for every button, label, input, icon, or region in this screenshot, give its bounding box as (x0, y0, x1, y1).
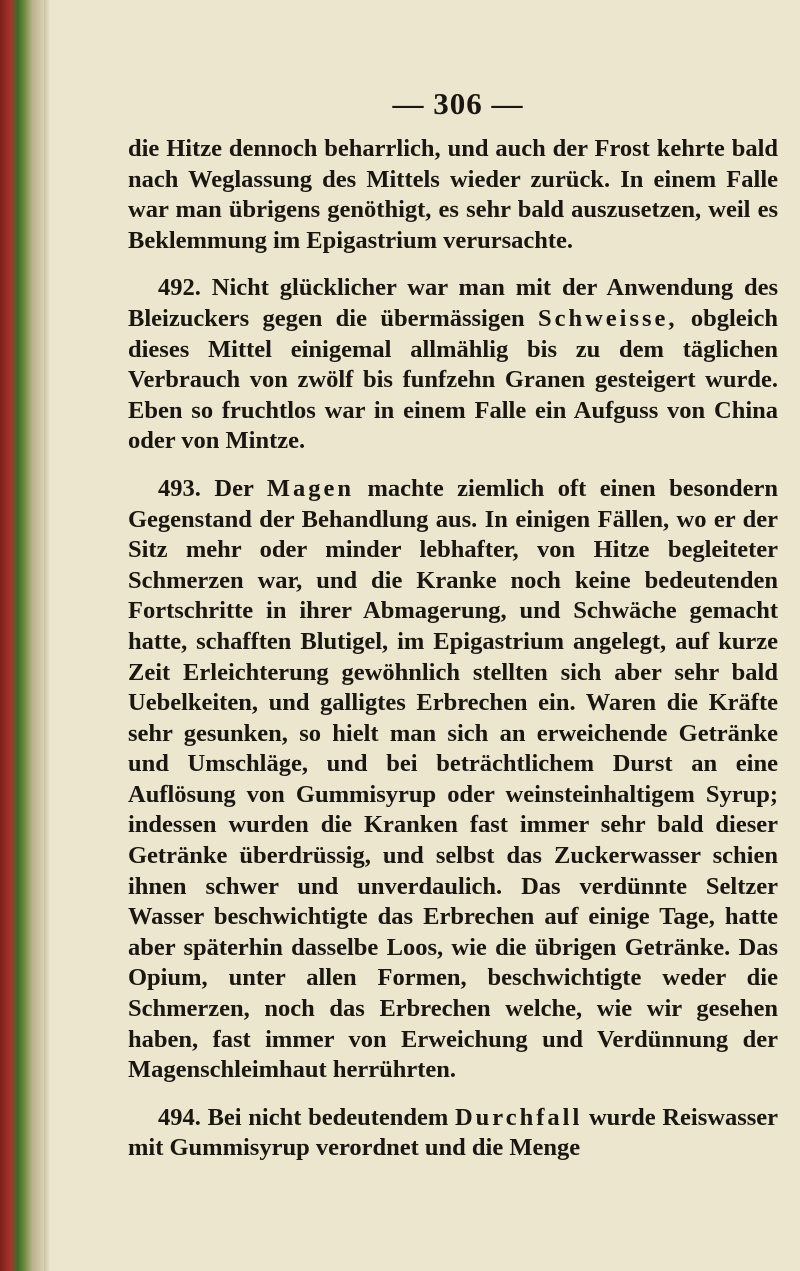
body-text (128, 134, 778, 1181)
emphasized-term: Magen (266, 474, 354, 502)
paragraph-text: Nicht glücklicher war man mit der Anwendung des Bleizuckers gegen die übermässigen (128, 274, 778, 332)
paragraph-number: 492. (158, 274, 201, 302)
paragraph-text: die Hitze dennoch beharrlich, und auch der Frost kehrte bald nach Weglassung des Mittels wieder zurück. In einem Falle war man übrigens genöthigt, es sehr bald auszusetzen, weil es Beklemmung im Epigastrium verursachte. (128, 135, 778, 254)
paragraph-number: 493. (158, 474, 201, 502)
paragraph-494 (128, 1103, 778, 1164)
emphasized-term: Durchfall (454, 1103, 583, 1131)
emphasized-term: Schweisse, (537, 304, 678, 332)
page-number: — 306 — (392, 86, 524, 121)
book-page (128, 0, 788, 1271)
page-gutter (44, 0, 50, 1271)
paragraph-text: wurde Reiswasser mit Gummisyrup verordnet und die Menge (128, 1103, 779, 1162)
paragraph-492 (128, 273, 778, 457)
paragraph-493 (128, 474, 778, 1086)
paragraph-text: machte ziemlich oft einen besondern Gegenstand der Behandlung aus. In einigen Fällen, wo er der Sitz mehr oder minder lebhafter, von Hitze begleiteter Schmerzen war, und die Kranke noch keine bedeutenden Fortschritte in ihrer Abmagerung, und Schwäche gemacht hatte, schafften Blutigel, im Epigastrium angelegt, auf kurze Zeit Erleichterung gewöhnlich stellten sich aber sehr bald Uebelkeiten, und galligtes Erbrechen ein. Waren die Kräfte sehr gesunken, so hielt man sich an erweichende Getränke und Umschläge, und bei beträchtlichem Durst an eine Auflösung von Gummisyrup oder weinsteinhaltigem Syrup; indessen wurden die Kranken fast immer sehr bald dieser Getränke überdrüssig, und selbst das Zuckerwasser schien ihnen schwer und unverdaulich. Das verdünnte Seltzer Wasser beschwichtigte das Erbrechen auf einige Tage, hatte aber späterhin dasselbe Loos, wie die übrigen Getränke. Das Opium, unter allen Formen, beschwichtigte weder die Schmerzen, noch das Erbrechen welche, wie wir gesehen haben, fast immer von Erweichung und Verdünnung der Magenschleimhaut herrührten. (128, 474, 779, 1084)
paragraph-text: Der (214, 474, 254, 502)
paragraph-text: obgleich dieses Mittel einigemal allmählig bis zu dem täglichen Verbrauch von zwölf bis funfzehn Granen gesteigert wurde. Eben so fruchtlos war in einem Falle ein Aufguss von China oder von Mintze. (128, 304, 778, 455)
paragraph-number: 494. (158, 1103, 201, 1131)
paragraph-text: Bei nicht bedeutendem (207, 1103, 449, 1131)
book-binding-edge (0, 0, 44, 1271)
paragraph-continuation (128, 134, 778, 256)
